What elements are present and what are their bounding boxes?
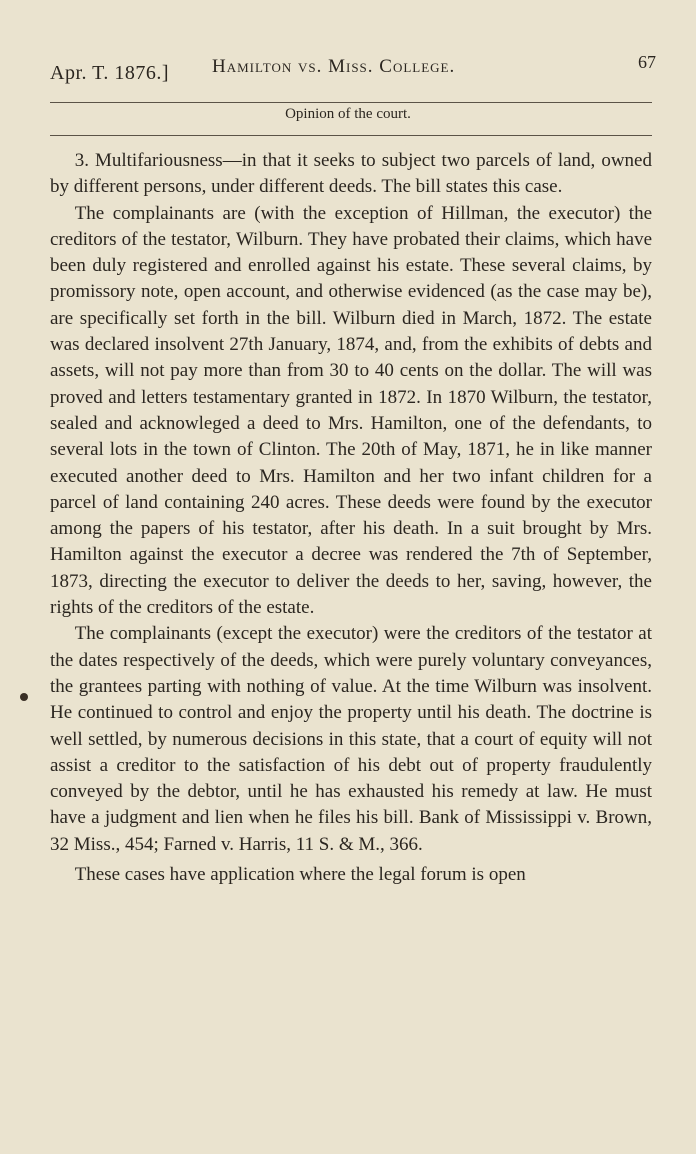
case-title: Hamilton vs. Miss. College. (212, 56, 456, 77)
bottom-rule (50, 135, 652, 136)
running-head (50, 52, 656, 82)
top-rule (50, 102, 652, 103)
page-number: 67 (638, 52, 656, 72)
section-heading: Opinion of the court. (285, 106, 411, 122)
margin-mark (20, 693, 28, 701)
paragraph-4: These cases have application where the legal forum is open (74, 864, 526, 886)
paragraph-2: The complainants are (with the exception of Hillman, the executor) the creditors of the testator, Wilburn. They have probated their claims, which have been duly registered and enrolled against his estate. These several claims, by promissory note, open account, and otherwise evidenced (as the case may be), are specifically set forth in the bill. Wilburn died in March, 1872. The estate was declared insolvent 27th January, 1874, and, from the exhibits of debts and assets, will not pay more than from 30 to 40 cents on the dollar. The will was proved and letters testamentary granted in 1872. In 1870 Wilburn, the testator, sealed and acknowleged a deed to Mrs. Hamilton, one of the defendants, to several lots in the town of Clinton. The 20th of May, 1871, he in like manner executed another deed to Mrs. Hamilton and her two infant children for a parcel of land containing 240 acres. These deeds were found by the executor among the papers of his testator, after his death. In a suit brought by Mrs. Hamilton against the executor a decree was rendered the 7th of September, 1873, directing the executor to deliver the deeds to her, saving, however, the rights of the creditors of the estate. (50, 202, 652, 619)
paragraph-1: 3. Multifariousness—in that it seeks to subject two parcels of land, owned by different persons, under different deeds. The bill states this case. (50, 150, 652, 198)
opinion-text (50, 148, 652, 888)
paragraph-3: The complainants (except the executor) were the creditors of the testator at the dates respectively of the deeds, which were purely voluntary conveyances, the grantees parting with nothing of value. At the time Wilburn was insolvent. He continued to control and enjoy the property until his death. The doctrine is well settled, by numerous decisions in this state, that a court of equity will not assist a creditor to the satisfaction of his debt out of property fraudulently conveyed by the debtor, until he has exhausted his remedy at law. He must have a judgment and lien when he files his bill. Bank of Mississippi v. Brown, 32 Miss., 454; Farned v. Harris, 11 S. & M., 366. (50, 623, 652, 855)
term-label: Apr. T. 1876.] (50, 62, 170, 84)
